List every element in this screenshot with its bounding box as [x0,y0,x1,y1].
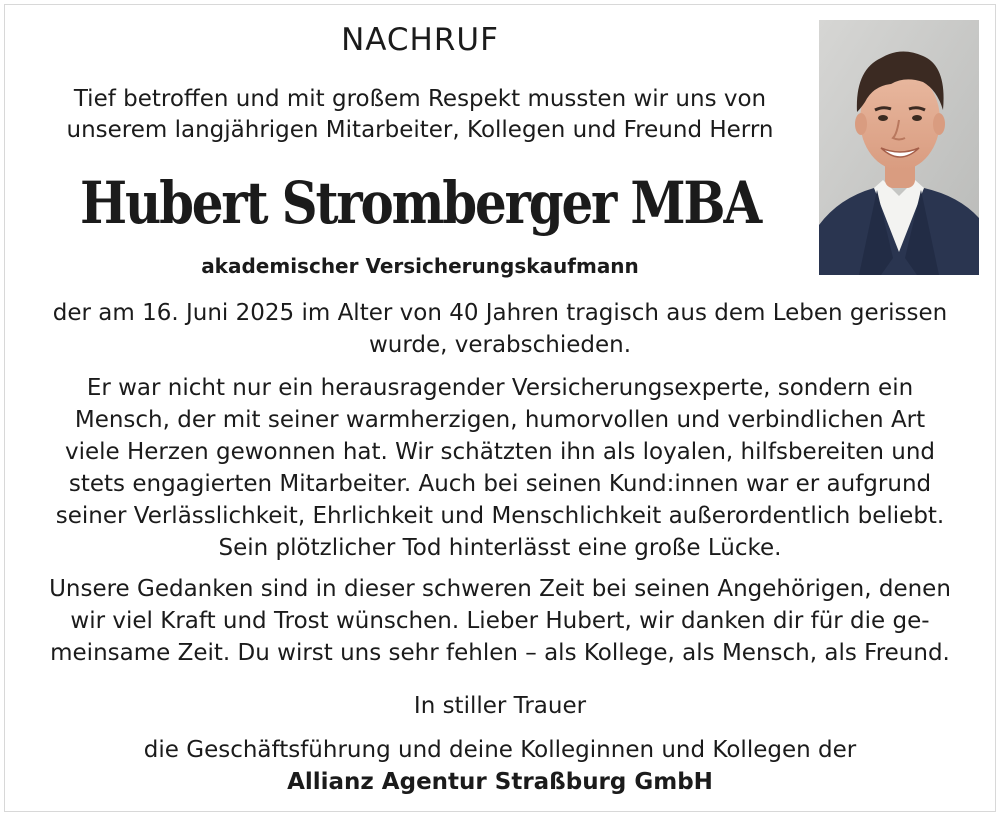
portrait-photo [819,20,979,275]
portrait-photo-icon [819,20,979,275]
mourning-line: In stiller Trauer [413,693,587,719]
paragraph-line: viele Herzen gewonnen hat. Wir schätzten ihn als loyalen, hilfsbereiten und [64,439,936,465]
paragraph-line: meinsame Zeit. Du wirst uns sehr fehlen – als Kollege, als Mensch, als Freund. [50,640,950,666]
paragraph-3 [15,573,985,669]
paragraph-line: Mensch, der mit seiner warmherzigen, humorvollen und verbindlichen Art [74,407,926,433]
intro-text [0,84,840,146]
paragraph-line: seiner Verlässlichkeit, Ehrlichkeit und Menschlichkeit außerordentlich beliebt. [55,503,945,529]
paragraph-2 [15,372,985,564]
paragraph-line: stets engagierten Mitarbeiter. Auch bei seinen Kund:innen war er aufgrund [68,471,932,497]
paragraph-line: wir viel Kraft und Trost wünschen. Lieber Hubert, wir danken dir für die ge- [70,608,930,634]
deceased-name: Hubert Stromberger MBA [79,169,760,237]
intro-line: unserem langjährigen Mitarbeiter, Kollegen und Freund Herrn [66,117,774,143]
signatories-line: die Geschäftsführung und deine Kolleginnen und Kollegen der [143,737,857,763]
company-name: Allianz Agentur Straßburg GmbH [287,769,713,795]
paragraph-line: der am 16. Juni 2025 im Alter von 40 Jahren tragisch aus dem Leben gerissen [52,300,948,326]
paragraph-line: Er war nicht nur ein herausragender Versicherungsexperte, sondern ein [86,375,914,401]
paragraph-line: Sein plötzlicher Tod hinterlässt eine große Lücke. [218,535,782,561]
intro-line: Tief betroffen und mit großem Respekt mussten wir uns von [73,86,767,112]
paragraph-line: Unsere Gedanken sind in dieser schweren Zeit bei seinen Angehörigen, denen [49,576,951,602]
paragraph-line: wurde, verabschieden. [368,332,632,358]
paragraph-1 [15,297,985,361]
deceased-title: akademischer Versicherungskaufmann [201,254,639,278]
notice-heading: NACHRUF [341,22,499,58]
